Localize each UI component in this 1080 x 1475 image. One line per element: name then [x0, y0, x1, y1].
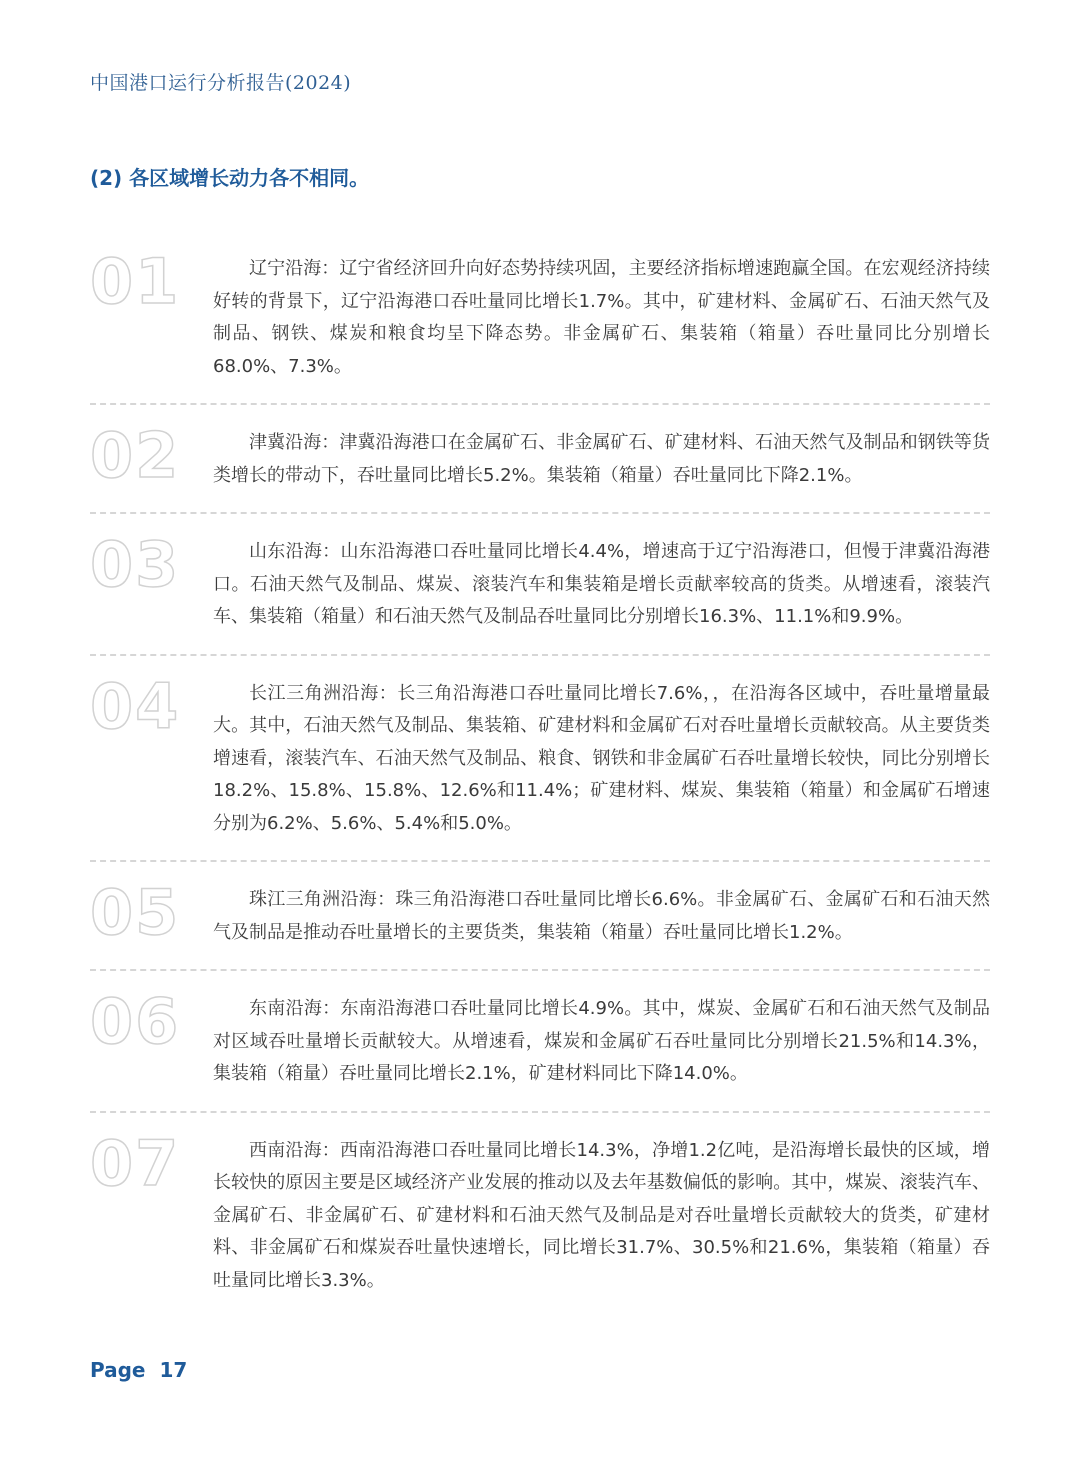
item-paragraph: 津冀沿海：津冀沿海港口在金属矿石、非金属矿石、矿建材料、石油天然气及制品和钢铁等货类增长的带动下，吞吐量同比增长5.2%。集装箱（箱量）吞吐量同比下降2.1%。 [213, 432, 990, 486]
region-item-shandong [90, 528, 990, 656]
item-number: 07 [90, 1126, 181, 1200]
region-item-jinji [90, 419, 990, 514]
item-number: 02 [90, 419, 181, 492]
item-paragraph: 东南沿海：东南沿海港口吞吐量同比增长4.9%。其中，煤炭、金属矿石和石油天然气及制品对区域吞吐量增长贡献较大。从增速看，煤炭和金属矿石吞吐量同比分别增长21.5%和14.3%，集装箱（箱量）吞吐量同比增长2.1%，矿建材料同比下降14.0%。 [213, 998, 990, 1084]
item-number: 03 [90, 528, 181, 601]
region-item-southeast [90, 985, 990, 1113]
page-label: Page [90, 1358, 146, 1382]
item-paragraph: 西南沿海：西南沿海港口吞吐量同比增长14.3%，净增1.2亿吨，是沿海增长最快的区域，增长较快的原因主要是区域经济产业发展的推动以及去年基数偏低的影响。其中，煤炭、滚装汽车、金属矿石、非金属矿石、矿建材料和石油天然气及制品是对吞吐量增长贡献较大的货类，矿建材料、非金属矿石和煤炭吞吐量快速增长，同比增长31.7%、30.5%和21.6%，集装箱（箱量）吞吐量同比增长3.3%。 [213, 1139, 990, 1291]
page-footer [90, 1358, 187, 1382]
page-number: 17 [159, 1358, 188, 1382]
region-item-liaoning [90, 245, 990, 405]
item-number: 05 [90, 876, 181, 949]
region-list [90, 245, 990, 1331]
running-header: 中国港口运行分析报告(2024) [90, 72, 352, 94]
section-heading: (2) 各区域增长动力各不相同。 [90, 166, 370, 190]
region-item-yangtze-delta [90, 670, 990, 863]
item-number: 06 [90, 985, 181, 1058]
item-paragraph: 长江三角洲沿海：长三角沿海港口吞吐量同比增长7.6%，，在沿海各区域中，吞吐量增量最大。其中，石油天然气及制品、集装箱、矿建材料和金属矿石对吞吐量增长贡献较高。从主要货类增速看，滚装汽车、石油天然气及制品、粮食、钢铁和非金属矿石吞吐量增长较快，同比分别增长18.2%、15.8%、15.8%、12.6%和11.4%；矿建材料、煤炭、集装箱（箱量）和金属矿石增速分别为6.2%、5.6%、5.4%和5.0%。 [213, 682, 990, 834]
item-paragraph: 山东沿海：山东沿海港口吞吐量同比增长4.4%，增速高于辽宁沿海港口，但慢于津冀沿海港口。石油天然气及制品、煤炭、滚装汽车和集装箱是增长贡献率较高的货类。从增速看，滚装汽车、集装箱（箱量）和石油天然气及制品吞吐量同比分别增长16.3%、11.1%和9.9%。 [213, 541, 990, 627]
region-item-southwest [90, 1127, 990, 1318]
item-number: 01 [90, 245, 181, 318]
item-paragraph: 珠江三角洲沿海：珠三角沿海港口吞吐量同比增长6.6%。非金属矿石、金属矿石和石油天然气及制品是推动吞吐量增长的主要货类，集装箱（箱量）吞吐量同比增长1.2%。 [213, 889, 990, 943]
region-item-pearl-delta [90, 876, 990, 971]
item-number: 04 [90, 669, 181, 743]
item-paragraph: 辽宁沿海：辽宁省经济回升向好态势持续巩固，主要经济指标增速跑赢全国。在宏观经济持续好转的背景下，辽宁沿海港口吞吐量同比增长1.7%。其中，矿建材料、金属矿石、石油天然气及制品、钢铁、煤炭和粮食均呈下降态势。非金属矿石、集装箱（箱量）吞吐量同比分别增长68.0%、7.3%。 [213, 258, 990, 377]
